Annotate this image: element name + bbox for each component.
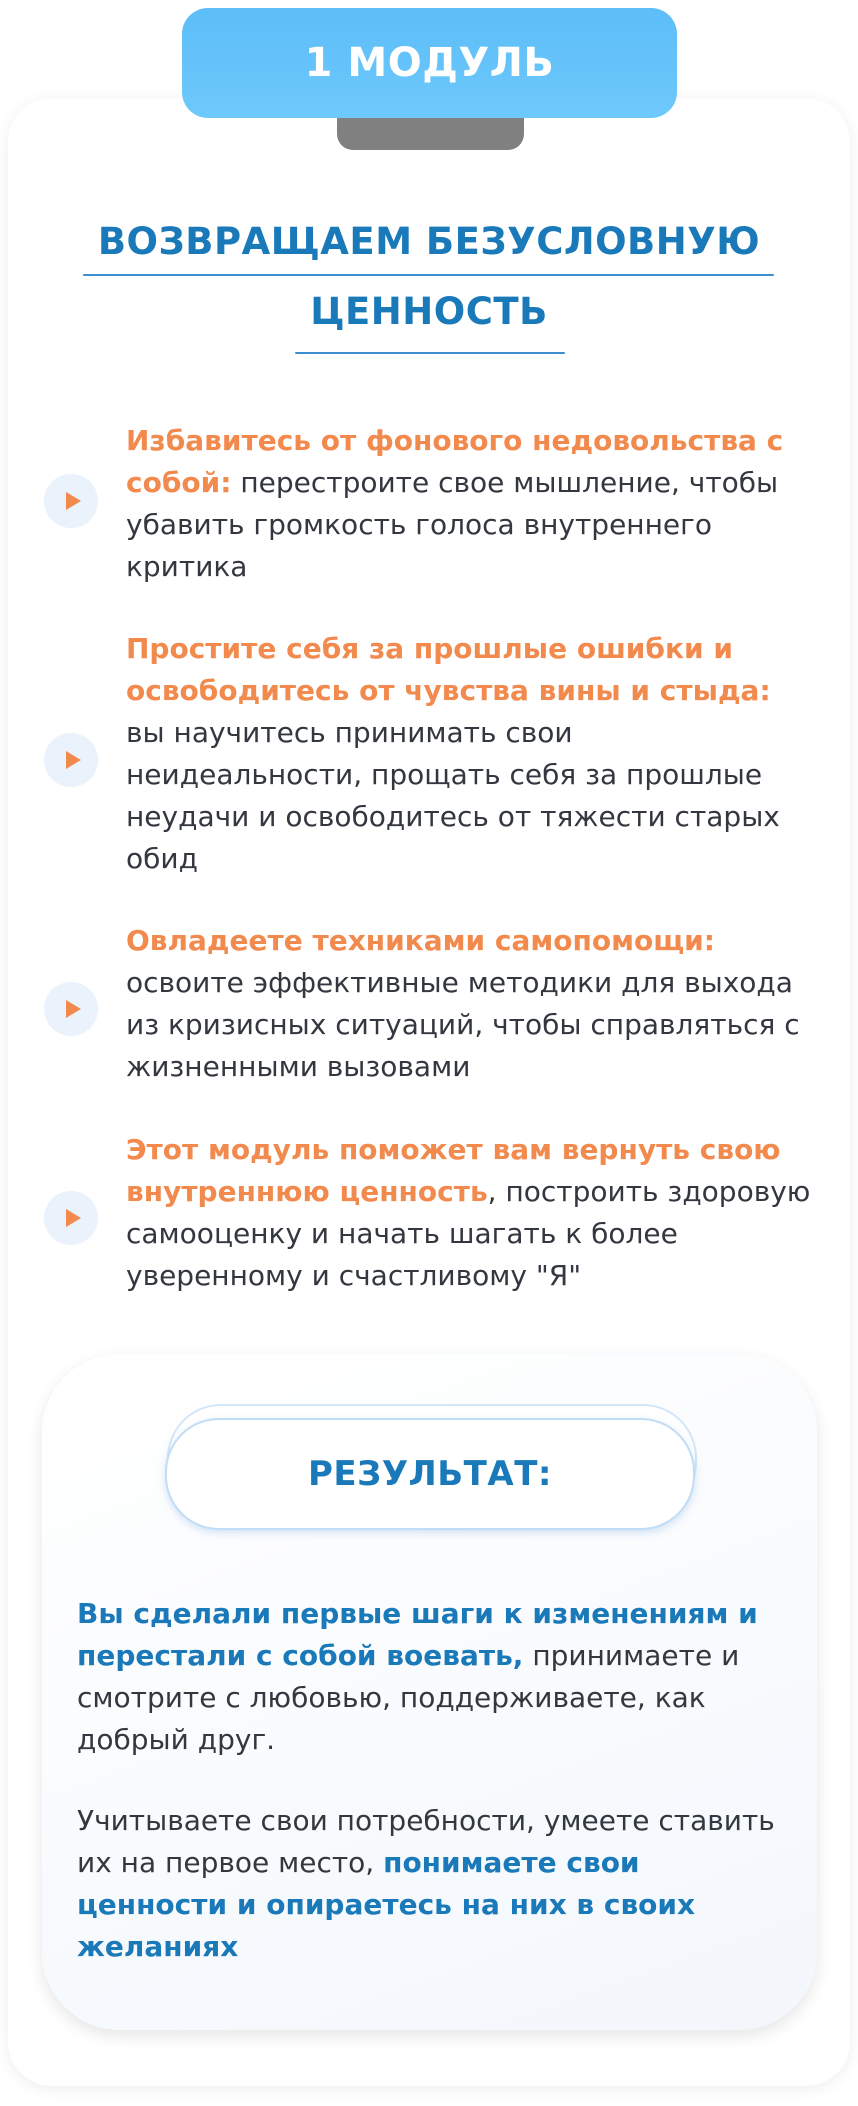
module-banner: 1 МОДУЛЬ [182,8,677,118]
result-highlight-1: Вы сделали первые шаги к изменениям и перестали с собой воевать, [77,1597,758,1672]
bullet-text [126,628,816,880]
result-highlight-2: понимаете свои ценности и опираетесь на них в своих желаниях [77,1846,696,1963]
result-body-1: принимаете и смотрите с любовью, поддерживаете, как добрый друг. [77,1639,740,1756]
bullet-text [126,420,816,588]
section-title-line-2: ЦЕННОСТЬ [310,290,548,333]
section-title-line-1: ВОЗВРАЩАЕМ БЕЗУСЛОВНУЮ [97,220,761,263]
result-label: РЕЗУЛЬТАТ: [165,1418,695,1530]
bullet-body: перестроите свое мышление, чтобы убавить громкость голоса внутреннего критика [126,466,779,583]
banner-tab-shadow [337,116,524,150]
bullet-highlight: Этот модуль поможет вам вернуть свою внутреннюю ценность [126,1133,781,1208]
play-icon [44,1191,98,1245]
bullet-text [126,920,816,1088]
title-underline-1 [83,274,774,276]
bullet-body: освоите эффективные методики для выхода из кризисных ситуаций, чтобы справляться с жизненными вызовами [126,966,800,1083]
result-body-2: Учитываете свои потребности, умеете ставить их на первое место, [77,1804,775,1879]
play-icon [44,474,98,528]
bullet-body: вы научитесь принимать свои неидеальности, прощать себя за прошлые неудачи и освободитесь от тяжести старых обид [126,716,780,875]
result-paragraph-2 [77,1800,777,1968]
title-underline-2 [295,352,565,354]
bullet-body: , построить здоровую самооценку и начать шагать к более уверенному и счастливому "Я" [126,1175,811,1292]
bullet-text [126,1129,816,1297]
play-icon [44,733,98,787]
bullet-highlight: Избавитесь от фонового недовольства с собой: [126,424,784,499]
play-icon [44,982,98,1036]
result-paragraph-1 [77,1593,777,1761]
bullet-highlight: Простите себя за прошлые ошибки и освободитесь от чувства вины и стыда: [126,632,771,707]
bullet-highlight: Овладеете техниками самопомощи: [126,924,715,957]
